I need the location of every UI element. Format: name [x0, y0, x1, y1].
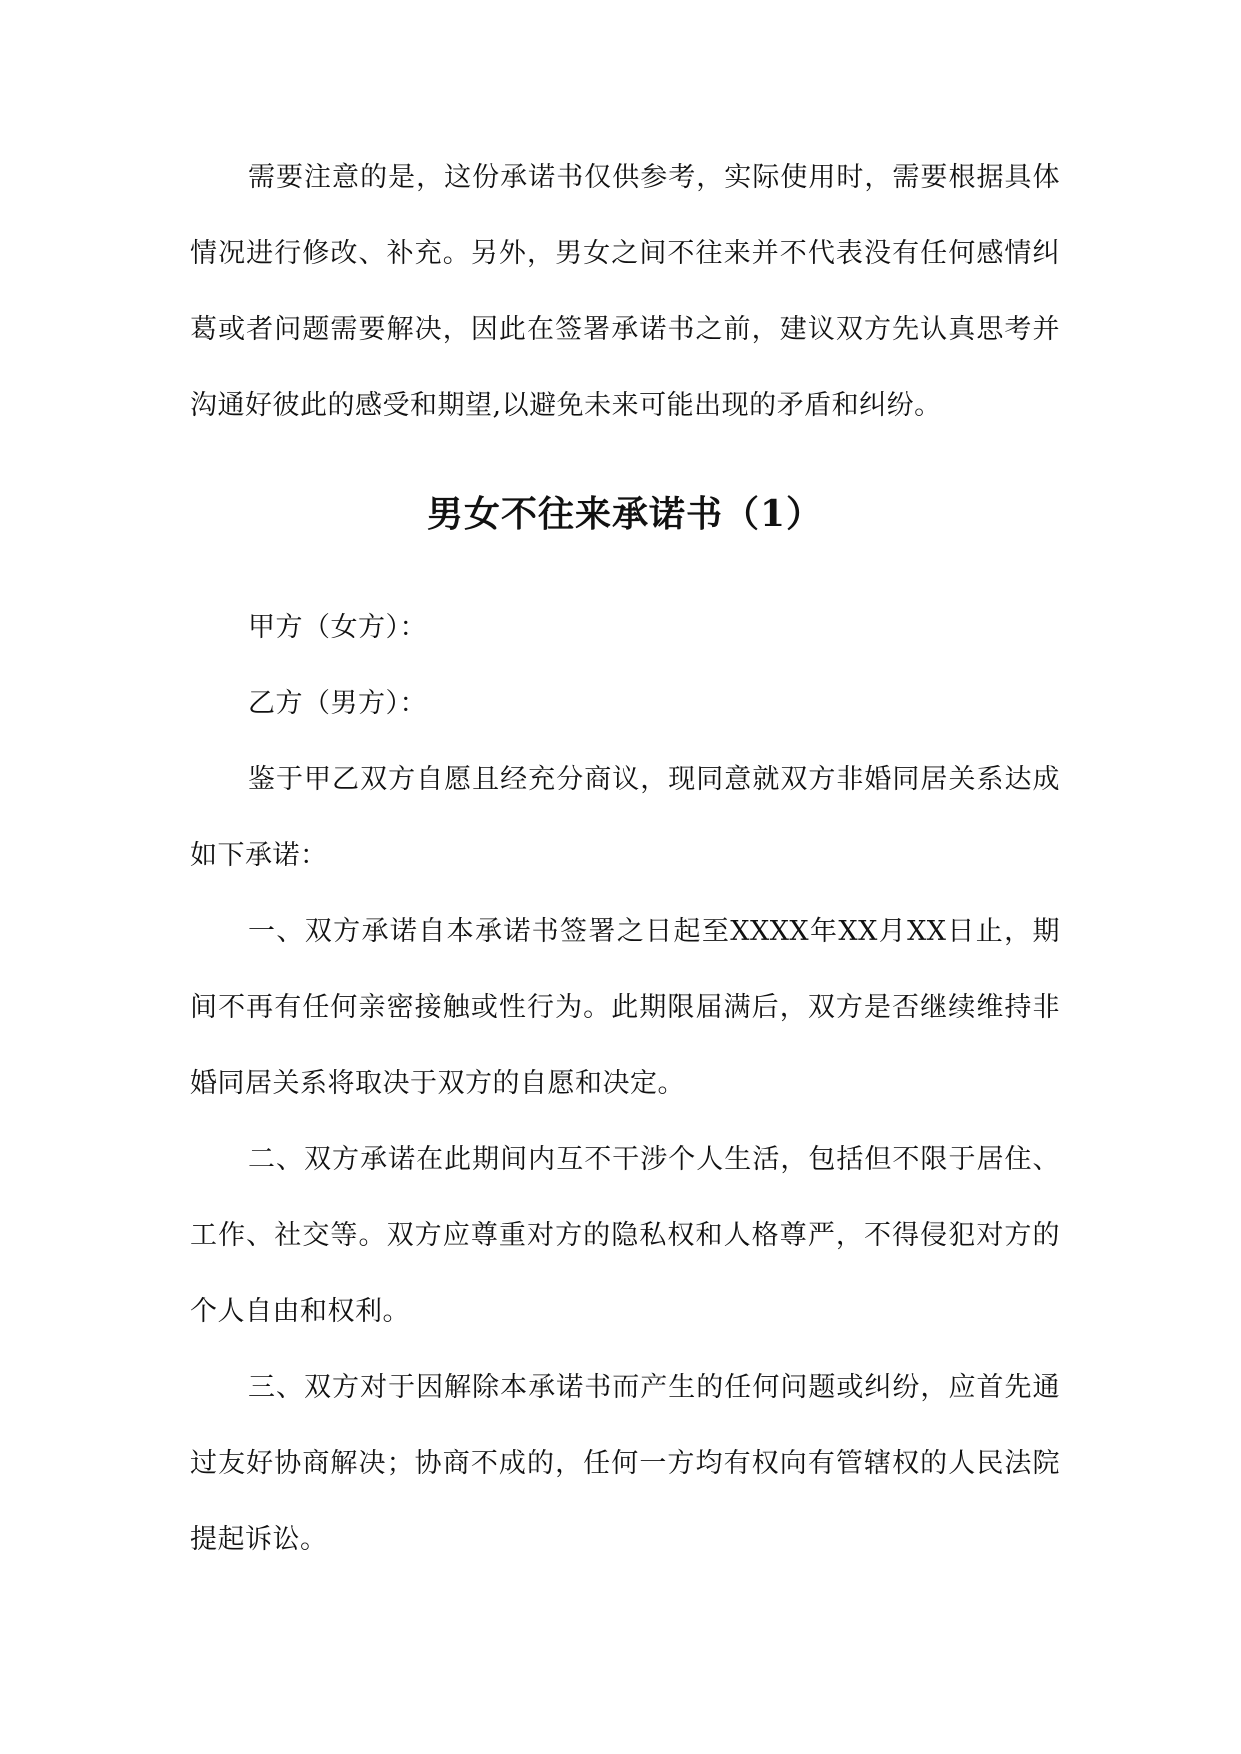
- party-b-line: 乙方（男方）：: [248, 688, 427, 719]
- clause-3: 三、双方对于因解除本承诺书而产生的任何问题或纠纷，应首先通过友好协商解决；协商不成的，任何一方均有权向有管辖权的人民法院提起诉讼。: [190, 1372, 1060, 1555]
- intro-paragraph: 需要注意的是，这份承诺书仅供参考，实际使用时，需要根据具体情况进行修改、补充。另外，男女之间不往来并不代表没有任何感情纠葛或者问题需要解决，因此在签署承诺书之前，建议双方先认真思考并沟通好彼此的感受和期望,以避免未来可能出现的矛盾和纠纷。: [190, 162, 1060, 421]
- preamble-paragraph: 鉴于甲乙双方自愿且经充分商议，现同意就双方非婚同居关系达成如下承诺：: [190, 764, 1060, 871]
- document-body: [190, 140, 1060, 1578]
- clause-2: 二、双方承诺在此期间内互不干涉个人生活，包括但不限于居住、工作、社交等。双方应尊重对方的隐私权和人格尊严，不得侵犯对方的个人自由和权利。: [190, 1144, 1060, 1327]
- party-a-line: 甲方（女方）：: [248, 612, 427, 643]
- document-title: 男女不往来承诺书（1）: [426, 493, 824, 535]
- clause-1: 一、双方承诺自本承诺书签署之日起至XXXX年XX月XX日止，期间不再有任何亲密接触或性行为。此期限届满后，双方是否继续维持非婚同居关系将取决于双方的自愿和决定。: [190, 916, 1060, 1099]
